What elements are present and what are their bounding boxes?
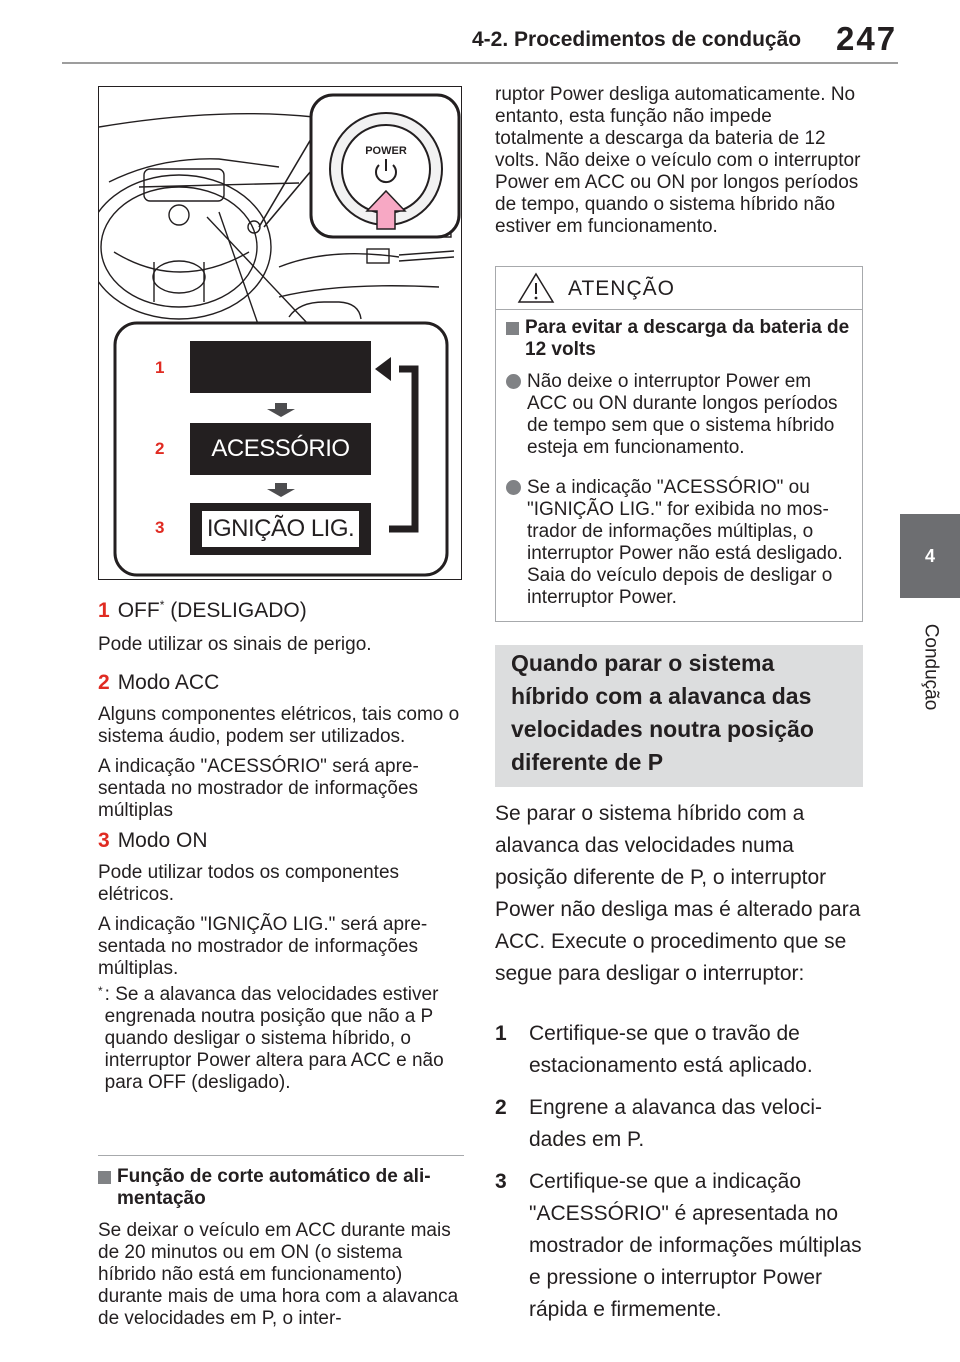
- warning-header: [496, 267, 862, 310]
- warning-subtitle: Para evitar a descarga da bateria de 12 volts: [506, 317, 852, 361]
- auto-off-title: Função de corte automático de alimentação: [98, 1166, 464, 1210]
- header-divider: [62, 62, 898, 64]
- display-off: [190, 341, 371, 393]
- step-3-note: A indicação "IGNIÇÃO LIG." será apresentada no mostrador de informações múltiplas.: [98, 914, 428, 979]
- chapter-number: 4: [924, 545, 935, 566]
- step-1-description: Pode utilizar os sinais de perigo.: [98, 634, 372, 655]
- warning-triangle-icon: [516, 271, 556, 305]
- warning-body: [506, 317, 852, 609]
- display-ignition-text: IGNIÇÃO LIG.: [206, 515, 355, 542]
- section-title: 4-2. Procedimentos de condução: [472, 28, 802, 51]
- chapter-label: Condução: [920, 623, 941, 711]
- page-number: 247: [836, 20, 898, 57]
- warning-bullet-1: Não deixe o interruptor Power em ACC ou ON durante longos períodos de tempo sem que o sistema híbrido esteja em funcionamento.: [506, 371, 852, 459]
- procedure-step-3: 3 Certifique-se que a indicação "ACESSÓRIO" é apresentada no mostrador de informações múltiplas e pressione o interruptor Power rápida e firmemente.: [495, 1170, 862, 1321]
- warning-title: ATENÇÃO: [568, 277, 675, 300]
- warning-bullet-2: Se a indicação "ACESSÓRIO" ou "IGNIÇÃO LIG." for exibida no mostrador de informações múltiplas, o interruptor Power não está desligado. Saia do veículo depois de desligar o interruptor Power.: [506, 477, 852, 609]
- procedure-steps: [495, 1018, 863, 1326]
- auto-off-text: Se deixar o veículo em ACC durante mais de 20 minutos ou em ON (o sistema híbrido não está em funcionamento) durante mais de uma hora com a alavanca de velocidades em P, o inter-: [98, 1220, 459, 1329]
- section-heading: Quando parar o sistema híbrido com a alavanca das velocidades noutra posição diferente de P: [511, 650, 814, 775]
- step-2-note: A indicação "ACESSÓRIO" será apresentada no mostrador de informações múltiplas: [98, 756, 419, 821]
- procedure-step-2: 2 Engrene a alavanca das velocidades em P.: [495, 1096, 823, 1151]
- step-3-description: Pode utilizar todos os componentes elétricos.: [98, 862, 400, 905]
- footnote: * : Se a alavanca das velocidades estiver engrenada noutra posição que não a P quando desligar o sistema híbrido, o interruptor Power altera para ACC e não para OFF (desligado).: [98, 984, 444, 1093]
- section-heading-box: [495, 645, 863, 787]
- callout-number-2: 2: [155, 439, 165, 458]
- display-accessory-text: ACESSÓRIO: [211, 435, 350, 462]
- power-button-label: POWER: [365, 145, 407, 157]
- auto-off-section: [98, 1166, 464, 1330]
- power-switch-illustration: [98, 86, 462, 580]
- continued-paragraph: ruptor Power desliga automaticamente. No entanto, esta função não impede totalmente a descarga da bateria de 12 volts. Não deixe o veículo com o interruptor Power em ACC ou ON por longos períodos de tempo, quando o sistema híbrido não estiver em funcionamento.: [495, 84, 861, 237]
- procedure-step-1: 1 Certifique-se que o travão de estacionamento está aplicado.: [495, 1022, 813, 1077]
- step-3-heading: 3 Modo ON: [98, 829, 208, 852]
- auto-off-divider: [98, 1155, 464, 1156]
- callout-number-1: 1: [155, 358, 165, 377]
- chapter-tab[interactable]: [900, 514, 960, 598]
- callout-number-3: 3: [155, 518, 165, 537]
- warning-box: [495, 266, 863, 622]
- procedure-intro: Se parar o sistema híbrido com a alavanca das velocidades numa posição diferente de P, o interruptor Power não desliga mas é alterado para ACC. Execute o procedimento que se segue para desligar o interruptor:: [495, 802, 861, 985]
- dashboard-drawing: [99, 87, 462, 580]
- left-column: [98, 592, 464, 1094]
- step-2-heading: 2 Modo ACC: [98, 671, 220, 694]
- step-1-heading: 1 OFF* (DESLIGADO): [98, 598, 307, 622]
- step-2-description: Alguns componentes elétricos, tais como o sistema áudio, podem ser utilizados.: [98, 704, 460, 747]
